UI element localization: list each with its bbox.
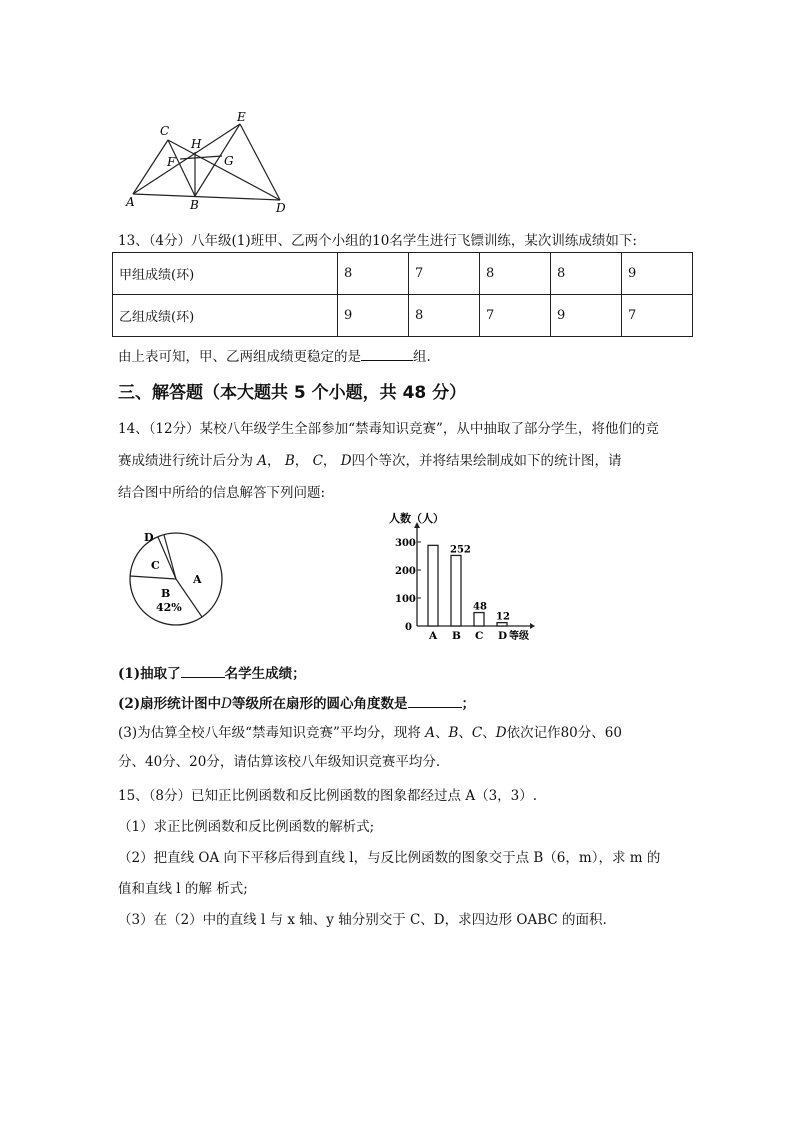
data-label: 12 (496, 611, 510, 623)
q13-conclusion-end: 组. (413, 349, 431, 365)
table-cell: 7 (622, 295, 693, 337)
table-cell: 7 (480, 295, 551, 337)
x-axis-arrow (530, 623, 535, 629)
pie-chart (120, 525, 240, 635)
q13-text: 八年级(1)班甲、乙两个小组的10名学生进行飞镖训练，某次训练成绩如下: (191, 233, 637, 249)
q15-sub2-line1: （2）把直线 OA 向下平移后得到直线 l，与反比例函数的图象交于点 B（6，m），求 m 的 (118, 850, 661, 866)
q14-sub2-text: (2)扇形统计图中 (118, 696, 222, 712)
y-tick-label: 200 (395, 566, 416, 577)
q14-sub1-end: 名学生成绩； (224, 666, 306, 682)
row-label: 乙组成绩(环) (113, 295, 338, 337)
table-row (113, 295, 693, 337)
q15-number: 15、 (118, 788, 149, 804)
segment-fg (180, 156, 222, 159)
q13-number: 13、 (118, 233, 149, 249)
table-cell: 7 (409, 253, 480, 295)
label-a: A (126, 195, 135, 209)
label-d: D (276, 201, 286, 212)
table-cell: 8 (338, 253, 409, 295)
data-label: 48 (473, 601, 487, 613)
grade-d: D (221, 696, 232, 712)
q13-conclusion-text: 由上表可知，甲、乙两组成绩更稳定的是 (118, 349, 361, 365)
q14-line2: 赛成绩进行统计后分为 A， B， C， D四个等次，并将结果绘制成如下的统计图，请 (118, 453, 622, 469)
x-tick-label: D (498, 630, 508, 642)
q14-sub2-end: ； (461, 696, 475, 712)
q14-sub2-mid: 等级所在扇形的圆心角度数是 (232, 696, 408, 712)
data-label: 252 (450, 544, 471, 556)
q14-sub3-line1: (3)为估算全校八年级“禁毒知识竞赛”平均分，现将 A、B、C、D依次记作80分、60 (118, 725, 622, 741)
grade-c: C (312, 453, 323, 469)
x-axis-label: 等级 (509, 631, 529, 642)
y-tick-label: 0 (405, 622, 412, 633)
segment-ac (133, 140, 168, 194)
q14-score: （12分） (148, 421, 200, 437)
q15-sub1: （1）求正比例函数和反比例函数的解析式; (118, 819, 375, 835)
q14-sub3-end: 依次记作80分、60 (506, 725, 622, 741)
q14-line2-text: 赛成绩进行统计后分为 (118, 453, 253, 469)
pie-label-a: A (193, 573, 202, 586)
grade-a: A (425, 725, 435, 741)
pie-label-d: D (144, 531, 154, 544)
grade-d: D (340, 453, 352, 469)
x-tick-label: B (452, 630, 461, 642)
q14-sub1 (118, 662, 306, 682)
x-tick-label: A (429, 630, 438, 642)
x-tick-label: C (475, 630, 484, 642)
bar-a (428, 545, 438, 626)
y-tick-label: 300 (395, 538, 416, 549)
q14-sub1-text: (1)抽取了 (118, 666, 181, 682)
row-label: 甲组成绩(环) (113, 253, 338, 295)
label-g: G (224, 154, 234, 168)
table-cell: 9 (622, 253, 693, 295)
pie-label-c: C (151, 559, 160, 572)
q13-conclusion (118, 345, 431, 365)
q14-line2-end: 四个等次，并将结果绘制成如下的统计图，请 (351, 453, 622, 469)
label-c: C (160, 124, 170, 138)
answer-blank (408, 693, 462, 708)
table-cell: 8 (409, 295, 480, 337)
q14-line3: 结合图中所给的信息解答下列问题: (118, 485, 326, 501)
q14-sub3-line2: 分、40分、20分，请估算该校八年级知识竞赛平均分. (118, 754, 441, 770)
segment-ed (240, 124, 280, 200)
bar-b (451, 555, 461, 626)
grade-c: C (471, 725, 483, 741)
q14-number: 14、 (118, 421, 149, 437)
grade-b: B (284, 453, 295, 469)
grade-a: A (257, 453, 268, 469)
q15-stem (118, 784, 537, 804)
table-cell: 9 (551, 295, 622, 337)
bar-d (497, 623, 507, 626)
q13-score: （4分） (148, 233, 192, 249)
pie-label-b: B (161, 587, 171, 600)
geometry-figure (120, 108, 300, 212)
label-b: B (190, 198, 199, 212)
grade-b: B (448, 725, 459, 741)
answer-blank (181, 663, 225, 678)
table-cell: 9 (338, 295, 409, 337)
q14-sub3-text: (3)为估算全校八年级“禁毒知识竞赛”平均分，现将 (118, 725, 421, 741)
label-e: E (237, 110, 246, 124)
bar-chart (385, 508, 545, 648)
q14-line1 (118, 417, 659, 437)
q13-stem (118, 229, 637, 249)
bar-c (474, 613, 484, 626)
label-h: H (191, 137, 202, 151)
q15-sub2-line2: 值和直线 l 的解 析式; (118, 881, 248, 897)
q15-sub3: （3）在（2）中的直线 l 与 x 轴、y 轴分别交于 C、D，求四边形 OABC 的面积. (118, 912, 607, 928)
section-title: 三、解答题（本大题共 5 个小题，共 48 分） (118, 383, 467, 403)
q14-text: 某校八年级学生全部参加“禁毒知识竞赛”，从中抽取了部分学生，将他们的竞 (199, 421, 659, 437)
answer-blank (361, 346, 413, 361)
segment-ad (133, 194, 280, 200)
table-cell: 8 (480, 253, 551, 295)
label-f: F (167, 155, 176, 169)
q15-score: （8分） (148, 788, 192, 804)
pie-annotation-b: 42% (156, 601, 182, 614)
table-row (113, 253, 693, 295)
table-cell: 8 (551, 253, 622, 295)
q15-text: 已知正比例函数和反比例函数的图象都经过点 A（3，3）. (191, 788, 538, 804)
y-tick-label: 100 (395, 594, 416, 605)
y-axis-label: 人数（人） (389, 512, 444, 525)
q14-sub2 (118, 692, 475, 712)
q13-score-table (112, 252, 693, 337)
grade-d: D (495, 725, 507, 741)
